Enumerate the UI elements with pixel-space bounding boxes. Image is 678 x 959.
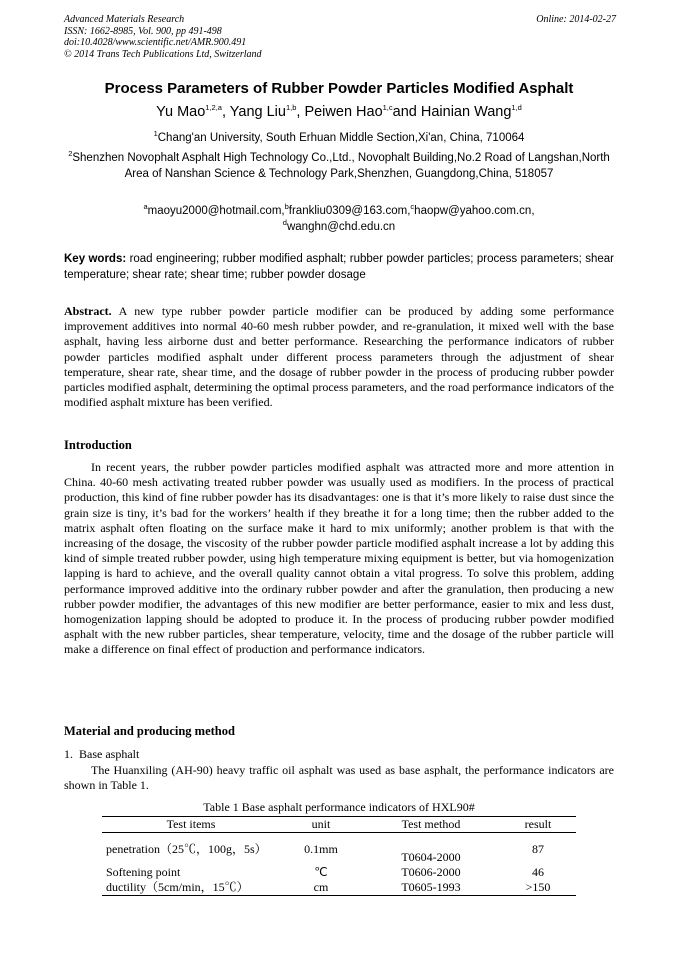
table-cell-method: T0606-2000	[401, 865, 461, 879]
introduction-paragraph: In recent years, the rubber powder particles modified asphalt was attracted more and more attention in China. 40-60 mesh activating treated rubber powder was usually used as modifiers. In the process of practical production, this kind of fine rubber powder has its disadvantages: one is that it’s more likely to raise dust since the grain size is tiny, it’s bad for the workers’ health if they breathe it for a long time; then the rubber added to the matrix asphalt often floating on the surface make it hard to mix uniformly; another problem is that with the increasing of the dosage, the viscosity of the rubber powder particle modified asphalt increase a lot by adding this kind of simple treated rubber powder, using high temperature mixing equipment is better, but via homogenization lapping is hard to achieve, and the overall quality cannot obtain a vital progress. To solve this problem, adding performance improved additive into the ordinary rubber powder and after the granulation, then producing a new rubber powder modifier, the advantages of this new modifier are better performance, easier to mix and less dust, homogenization lapping should be adopted to produce it. In the process of producing rubber powder modified asphalt with the new rubber particles, shear temperature, velocity, time and the dosage of the rubber particle will make a difference on final effect of production and performance indicators.	[64, 460, 614, 657]
author-emails	[104, 204, 574, 235]
table-cell-item: ductility（5cm/min，15℃）	[102, 880, 280, 896]
author-name: Yu Mao	[156, 104, 206, 120]
email-superscript: b	[284, 202, 289, 212]
email-link[interactable]: frankliu0309@163.com,	[288, 205, 411, 217]
email-link[interactable]: maoyu2000@hotmail.com,	[147, 205, 285, 217]
table-cell-method: T0605-1993	[362, 880, 500, 896]
author-name: and Hainian Wang	[392, 104, 512, 120]
table-cell-result: 46	[532, 865, 544, 879]
abstract	[64, 304, 614, 410]
table-header-row	[102, 817, 576, 833]
copyright-line: © 2014 Trans Tech Publications Ltd, Switzerland	[64, 48, 262, 60]
table-row	[102, 833, 576, 866]
table-cell-item: Softening point	[106, 865, 181, 879]
table-cell-item: penetration（25℃，100g，5s）	[106, 841, 267, 856]
table-cell-unit: 0.1mm	[304, 841, 338, 856]
affiliation-superscript: 1	[153, 129, 158, 139]
material-paragraph: The Huanxiling (AH-90) heavy traffic oil asphalt was used as base asphalt, the performance indicators are shown in Table 1.	[64, 763, 614, 793]
author-name: , Peiwen Hao	[296, 104, 383, 120]
table-cell-unit: cm	[280, 880, 362, 896]
author-superscript: 1,d	[511, 103, 522, 113]
asphalt-indicators-table	[102, 816, 576, 896]
affiliation-text: Chang'an University, South Erhuan Middle Section,Xi'an, China, 710064	[157, 132, 525, 144]
abstract-text: A new type rubber powder particle modifier can be produced by adding some performance improvement additives into normal 40-60 mesh rubber powder, and re-granulation, it mixed well with the base asphalt, having less airborne dust and better performance. Researching the performance indicators of rubber powder particles modified asphalt under different process parameters through the adjustment of shear temperature, shear rate, shear time, and the dosage of rubber powder in the process of producing rubber powder particles modified asphalt, determining the optimal process parameters, and the road performance indicators of the modified asphalt mixture has been verified.	[64, 304, 614, 410]
table-header-cell: Test items	[102, 817, 280, 833]
table-cell-result: 87	[532, 841, 544, 856]
doi-line[interactable]: doi:10.4028/www.scientific.net/AMR.900.491	[64, 37, 247, 49]
email-superscript: d	[282, 217, 287, 227]
author-name: , Yang Liu	[221, 104, 286, 120]
table-cell-method: T0604-2000	[401, 850, 461, 864]
journal-name: Advanced Materials Research	[64, 14, 185, 25]
author-superscript: 1,b	[285, 103, 297, 113]
affiliation-text: Shenzhen Novophalt Asphalt High Technology Co.,Ltd., Novophalt Building,No.2 Road of Langshan,North Area of Nanshan Science & Technology Park,Shenzhen, Guangdong,China, 518057	[72, 152, 610, 180]
author-list	[40, 104, 638, 120]
table-caption: Table 1 Base asphalt performance indicators of HXL90#	[203, 800, 475, 814]
table-header-cell: result	[500, 817, 576, 833]
material-heading: Material and producing method	[64, 724, 235, 738]
email-link[interactable]: haopw@yahoo.com.cn,	[414, 205, 535, 217]
affiliation-superscript: 2	[68, 149, 73, 159]
email-link[interactable]: wanghn@chd.edu.cn	[286, 220, 396, 233]
subsection-base-asphalt: 1. Base asphalt	[64, 747, 140, 761]
online-date: Online: 2014-02-27	[536, 14, 616, 25]
author-superscript: 1,2,a	[205, 103, 222, 113]
journal-header	[64, 14, 616, 60]
author-superscript: 1,c	[382, 103, 393, 113]
keywords	[64, 252, 614, 283]
abstract-label: Abstract.	[64, 304, 112, 318]
table-header-cell: Test method	[362, 817, 500, 833]
keywords-text: road engineering; rubber modified asphalt; rubber powder particles; process parameters; shear temperature; shear rate; shear time; rubber powder dosage	[64, 253, 614, 281]
issn-line: ISSN: 1662-8985, Vol. 900, pp 491-498	[64, 25, 222, 37]
affiliation-1	[60, 131, 618, 147]
table-header-cell: unit	[280, 817, 362, 833]
email-superscript: a	[143, 202, 148, 212]
affiliation-2	[60, 151, 618, 182]
table-row	[102, 865, 576, 880]
email-superscript: c	[410, 202, 415, 212]
paper-title: Process Parameters of Rubber Powder Particles Modified Asphalt	[104, 80, 574, 97]
keywords-label: Key words:	[64, 253, 127, 265]
introduction-heading: Introduction	[64, 438, 132, 452]
table-row	[102, 880, 576, 896]
table-cell-unit: ℃	[314, 865, 328, 879]
table-cell-result: >150	[500, 880, 576, 896]
